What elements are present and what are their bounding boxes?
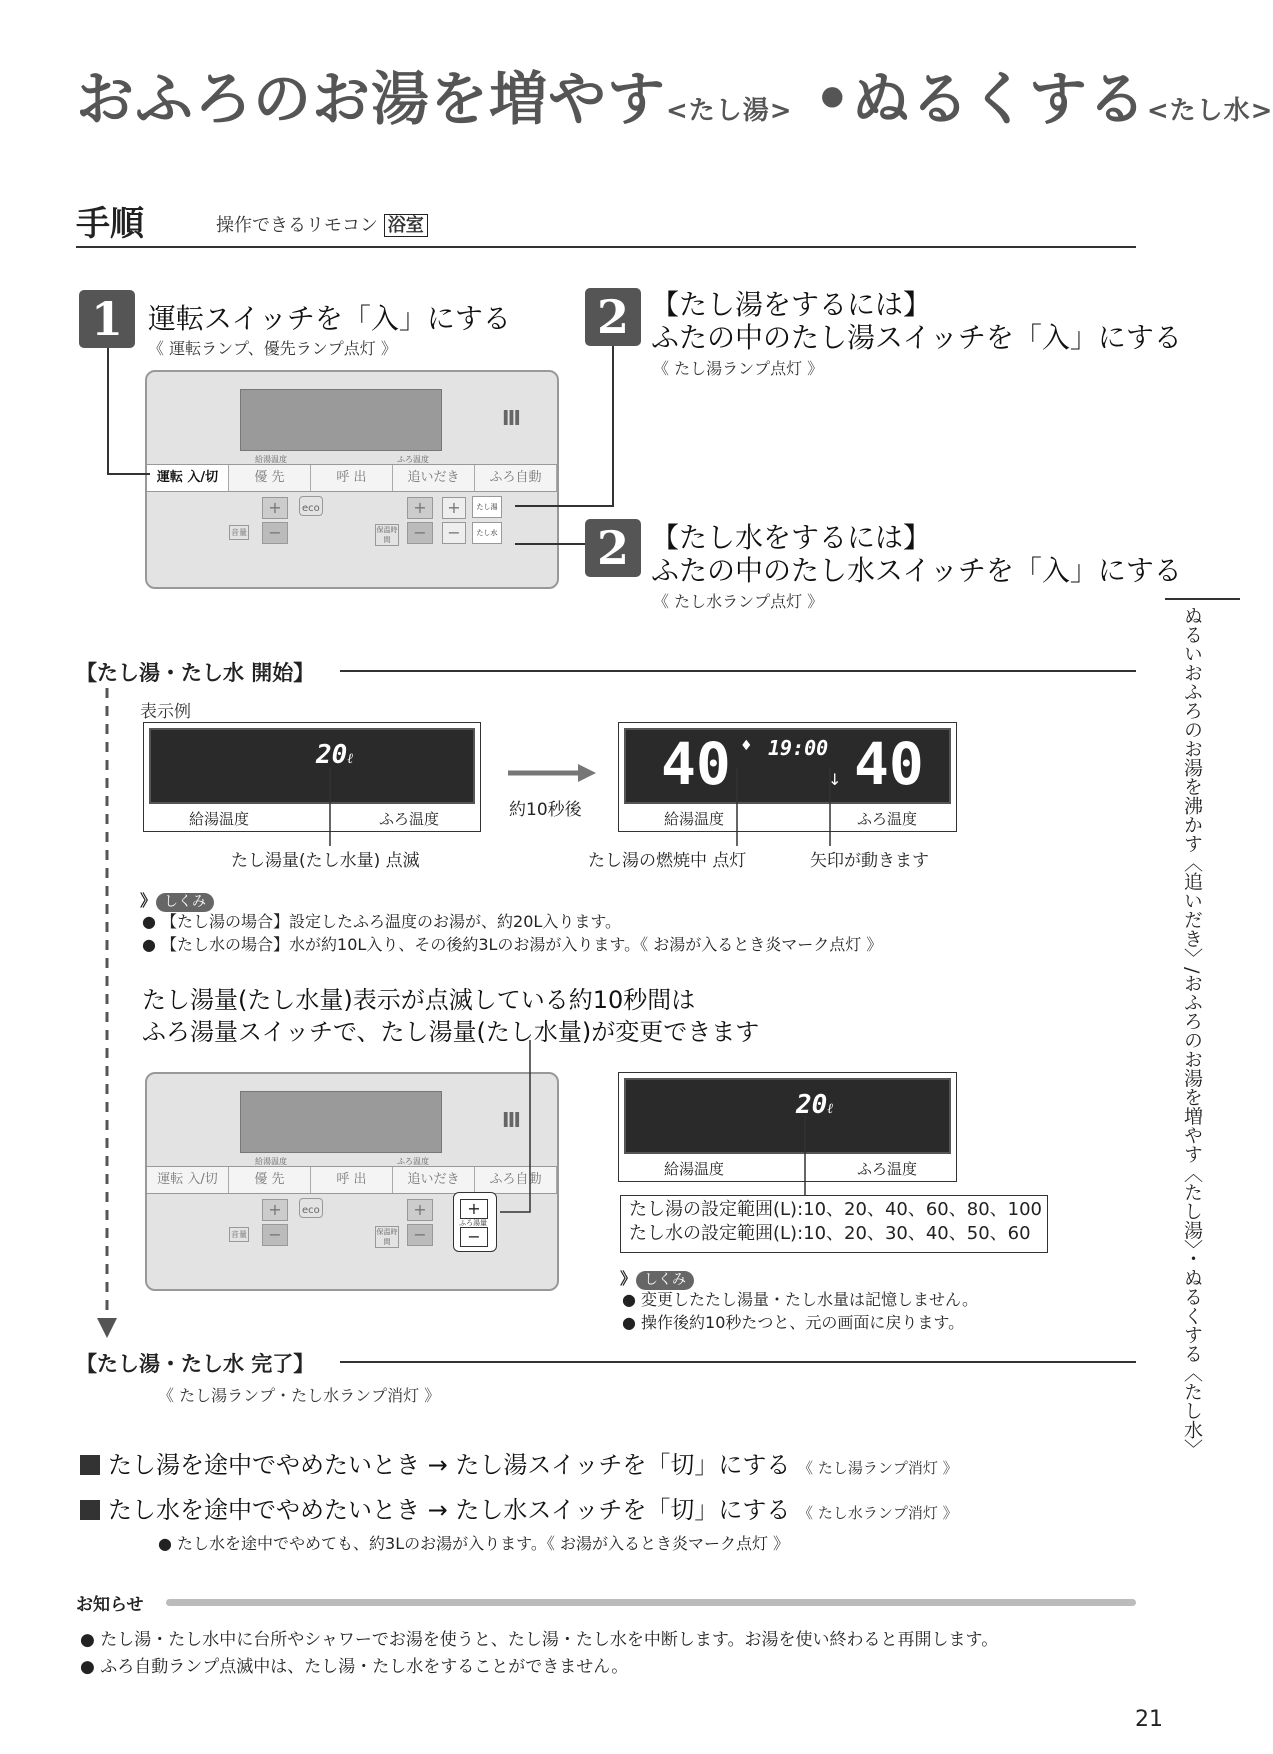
- remote-lcd-label-right: ふろ温度: [397, 455, 429, 464]
- arrow-label: 約10秒後: [509, 800, 582, 820]
- remote-lcd-label-left: 給湯温度: [255, 455, 287, 464]
- step2b-title2: ふたの中のたし水スイッチを「入」にする: [651, 554, 1182, 587]
- step1-connector: [108, 348, 150, 474]
- display-2-left-temp: 40: [661, 730, 731, 798]
- furo-qty-label: ふろ湯量: [459, 1219, 487, 1227]
- furo-temp-minus-button[interactable]: −: [407, 1224, 433, 1246]
- page-number: 21: [1135, 1707, 1163, 1732]
- display-1-left-label: 給湯温度: [189, 810, 250, 828]
- tashimizu-range: たし水の設定範囲(L):10、20、30、40、50、60: [629, 1223, 1031, 1244]
- display-2-right-label: ふろ温度: [857, 810, 918, 828]
- stop-tashimizu-bullet: ● たし水を途中でやめても、約3Lのお湯が入ります。《 お湯が入るとき炎マーク点灯 》: [158, 1534, 790, 1553]
- priority-button[interactable]: 優 先: [229, 1167, 311, 1193]
- kyuto-plus-button[interactable]: +: [262, 497, 288, 519]
- remote-2-lcd-label-right: ふろ温度: [397, 1157, 429, 1166]
- procedure-heading: 手順: [76, 204, 144, 244]
- display-2-caption-1: たし湯の燃焼中 点灯: [588, 851, 747, 871]
- volume-button[interactable]: 音量: [229, 1227, 249, 1242]
- stop-tashiyu-line: たし湯を途中でやめたいとき → たし湯スイッチを「切」にする 《 たし湯ランプ消灯 》: [80, 1445, 958, 1480]
- shikumi-1-item-1: ● 【たし湯の場合】設定したふろ温度のお湯が、約20L入ります。: [142, 912, 622, 931]
- step2a-number: 2: [585, 288, 641, 346]
- tashimizu-button[interactable]: たし水: [472, 522, 502, 544]
- notice-item-2: ● ふろ自動ランプ点滅中は、たし湯・たし水をすることができません。: [80, 1657, 629, 1677]
- bathroom-badge: 浴室: [384, 214, 428, 237]
- shikumi-2-item-2: ● 操作後約10秒たつと、元の画面に戻ります。: [622, 1313, 965, 1332]
- eco-icon: eco: [299, 1198, 323, 1218]
- volume-button[interactable]: 音量: [229, 525, 249, 540]
- furo-qty-plus-button[interactable]: +: [460, 1199, 488, 1219]
- furo-qty-minus-button[interactable]: −: [460, 1227, 488, 1247]
- shikumi-1-badge: 》 しくみ: [140, 888, 214, 912]
- display-1-value: 20ℓ: [316, 740, 354, 770]
- priority-button[interactable]: 優 先: [229, 465, 311, 491]
- display-3-value: 20ℓ: [796, 1090, 834, 1120]
- step2a-title2: ふたの中のたし湯スイッチを「入」にする: [651, 321, 1182, 354]
- furo-qty-plus-button[interactable]: +: [442, 497, 466, 519]
- signal-icon: Ⅲ: [502, 406, 521, 430]
- notice-item-1: ● たし湯・たし水中に台所やシャワーでお湯を使うと、たし湯・たし水を中断します。お湯を使い終わると再開します。: [80, 1630, 999, 1650]
- stop-tashimizu-line: たし水を途中でやめたいとき → たし水スイッチを「切」にする 《 たし水ランプ消灯 》: [80, 1490, 958, 1525]
- step2b-note: 《 たし水ランプ点灯 》: [653, 592, 824, 611]
- display-example-label: 表示例: [140, 702, 191, 722]
- change-heading-line-1: たし湯量(たし水量)表示が点滅している約10秒間は: [142, 986, 696, 1014]
- display-2-caption-2: 矢印が動きます: [810, 851, 929, 871]
- tashiyu-range: たし湯の設定範囲(L):10、20、40、60、80、100: [629, 1199, 1043, 1220]
- display-2-time: 19:00: [768, 736, 829, 760]
- call-button[interactable]: 呼 出: [311, 1167, 393, 1193]
- eco-icon: eco: [299, 496, 323, 516]
- tashiyu-button[interactable]: たし湯: [472, 496, 502, 518]
- auto-bath-button[interactable]: ふろ自動: [475, 1167, 557, 1193]
- step1-number: 1: [79, 290, 135, 348]
- kyuto-minus-button[interactable]: −: [262, 522, 288, 544]
- display-1-caption: たし湯量(たし水量) 点滅: [231, 851, 420, 871]
- display-3-right-label: ふろ温度: [857, 1160, 918, 1178]
- transition-arrowhead: [578, 764, 596, 782]
- change-heading-line-2: ふろ湯量スイッチで、たし湯量(たし水量)が変更できます: [142, 1018, 760, 1046]
- reheat-button[interactable]: 追いだき: [393, 465, 475, 491]
- page-title: おふろのお湯を増やす<たし湯> •ぬるくする<たし水>: [76, 65, 1273, 133]
- shikumi-2-item-1: ● 変更したたし湯量・たし水量は記憶しません。: [622, 1290, 979, 1309]
- step2b-number: 2: [585, 519, 641, 577]
- shikumi-1-item-2: ● 【たし水の場合】水が約10L入り、その後約3Lのお湯が入ります。《 お湯が入るとき炎マーク点灯 》: [142, 935, 883, 954]
- flame-icon: ♦: [740, 738, 753, 754]
- notice-heading: お知らせ: [76, 1595, 144, 1615]
- timeline-arrowhead: [97, 1318, 117, 1338]
- auto-bath-button[interactable]: ふろ自動: [475, 465, 557, 491]
- power-button[interactable]: 運転 入/切: [147, 465, 229, 491]
- step2b-title1: 【たし水をするには】: [651, 521, 932, 554]
- step2a-note: 《 たし湯ランプ点灯 》: [653, 359, 824, 378]
- end-section-heading: 【たし湯・たし水 完了】: [76, 1352, 315, 1376]
- furo-temp-minus-button[interactable]: −: [407, 522, 433, 544]
- hoon-button[interactable]: 保温時間: [376, 1228, 398, 1246]
- start-section-heading: 【たし湯・たし水 開始】: [76, 661, 315, 685]
- power-button[interactable]: 運転 入/切: [147, 1167, 229, 1193]
- reheat-button[interactable]: 追いだき: [393, 1167, 475, 1193]
- hoon-button[interactable]: 保温時間: [376, 526, 398, 544]
- fill-arrow-icon: ↓: [828, 770, 842, 789]
- step2a-connector: [515, 346, 613, 506]
- procedure-remote-note: 操作できるリモコン 浴室: [216, 211, 428, 237]
- step1-title: 運転スイッチを「入」にする: [148, 302, 511, 335]
- display-2-right-temp: 40: [854, 730, 924, 798]
- kyuto-minus-button[interactable]: −: [262, 1224, 288, 1246]
- display-3-left-label: 給湯温度: [664, 1160, 725, 1178]
- step1-note: 《 運転ランプ、優先ランプ点灯 》: [148, 339, 397, 358]
- remote-2-lcd-label-left: 給湯温度: [255, 1157, 287, 1166]
- furo-temp-plus-button[interactable]: +: [407, 1199, 433, 1221]
- display-1-right-label: ふろ温度: [379, 810, 440, 828]
- furo-qty-minus-button[interactable]: −: [442, 522, 466, 544]
- step2a-title1: 【たし湯をするには】: [651, 288, 932, 321]
- signal-icon: Ⅲ: [502, 1108, 521, 1132]
- kyuto-plus-button[interactable]: +: [262, 1199, 288, 1221]
- change-heading-connector: [500, 1040, 530, 1212]
- call-button[interactable]: 呼 出: [311, 465, 393, 491]
- sidebar-chapter-label: ぬるいおふろのお湯を沸かす〈追いだき〉/おふろのお湯を増やす〈たし湯〉・ぬるくする〈たし水〉: [1181, 606, 1203, 1458]
- display-2-left-label: 給湯温度: [664, 810, 725, 828]
- shikumi-2-badge: 》 しくみ: [620, 1266, 694, 1290]
- end-section-note: 《 たし湯ランプ・たし水ランプ消灯 》: [158, 1386, 441, 1405]
- furo-temp-plus-button[interactable]: +: [407, 497, 433, 519]
